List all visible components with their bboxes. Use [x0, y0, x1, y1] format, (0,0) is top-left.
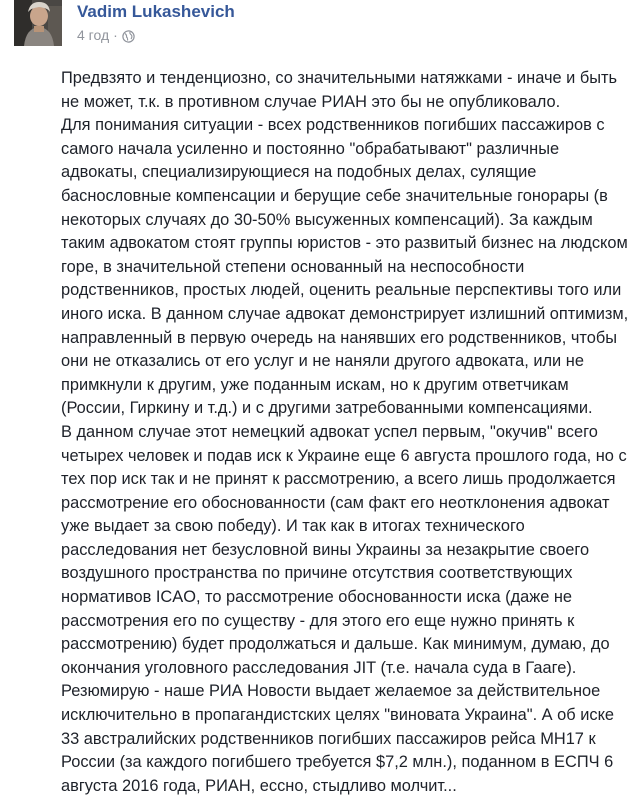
post-paragraph-3: В данном случае этот немецкий адвокат успел первым, "окучив" всего четырех человек и подав иск к Украине еще 6 августа прошлого года, но с тех пор иск так и не принят к рассмотрению, а всего лишь продолжается рассмотрение его обоснованности (сам факт его неотклонения адвокат уже выдает за свою победу). И так как в итогах технического расследования нет безусловной вины Украины за незакрытие своего воздушного пространства по причине отсутствия соответствующих нормативов ICAO, то рассмотрение обоснованности иска (даже не рассмотрения его по существу - для этого его еще нужно принять к рассмотрению) будет продолжаться и дальше. Как минимум, думаю, до окончания уголовного расследования JIT (т.е. начала суда в Гааге). — [61, 422, 627, 677]
author-name[interactable]: Vadim Lukashevich — [77, 2, 235, 21]
post-timestamp[interactable]: 4 год — [77, 27, 110, 43]
globe-icon[interactable] — [122, 30, 135, 46]
post-paragraph-2: Для понимания ситуации - всех родственников погибших пассажиров с самого начала усиленно и постоянно "обрабатывают" различные адвокаты, специализирующиеся на подобных делах, сулящие баснословные компенсации и берущие себе значительные гонорары (в некоторых случаях до 30-50% высуженных компенсаций). За каждым таким адвокатом стоят группы юристов - это развитый бизнес на людском горе, в значительной степени основанный на неспособности родственников, простых людей, оценить реальные перспективы того или иного иска. В данном случае адвокат демонстрирует излишний оптимизм, направленный в первую очередь на нанявших его родственников, чтобы они не отказались от его услуг и не наняли другого адвоката, или не примкнули к другим, уже поданным искам, но к другим ответчикам (России, Гиркину и т.д.) и с другими затребованными компенсациями. — [61, 116, 629, 418]
post-paragraph-1: Предвзято и тенденциозно, со значительными натяжками - иначе и быть не может, т.к. в противном случае РИАН это бы не опубликовало. — [61, 69, 618, 111]
avatar[interactable] — [14, 0, 62, 46]
meta-separator: · — [113, 27, 118, 43]
post-body — [61, 67, 633, 798]
post-meta — [77, 27, 135, 46]
post-paragraph-4: Резюмирую - наше РИА Новости выдает желаемое за действительное исключительно в пропагандистских целях "виновата Украина". А об иске 33 австралийских родственников погибших пассажиров рейса МН17 к России (за каждого погибшего требуется $7,2 млн.), поданном в ЕСПЧ 6 августа 2016 года, РИАН, ессно, стыдливо молчит... — [61, 682, 615, 795]
